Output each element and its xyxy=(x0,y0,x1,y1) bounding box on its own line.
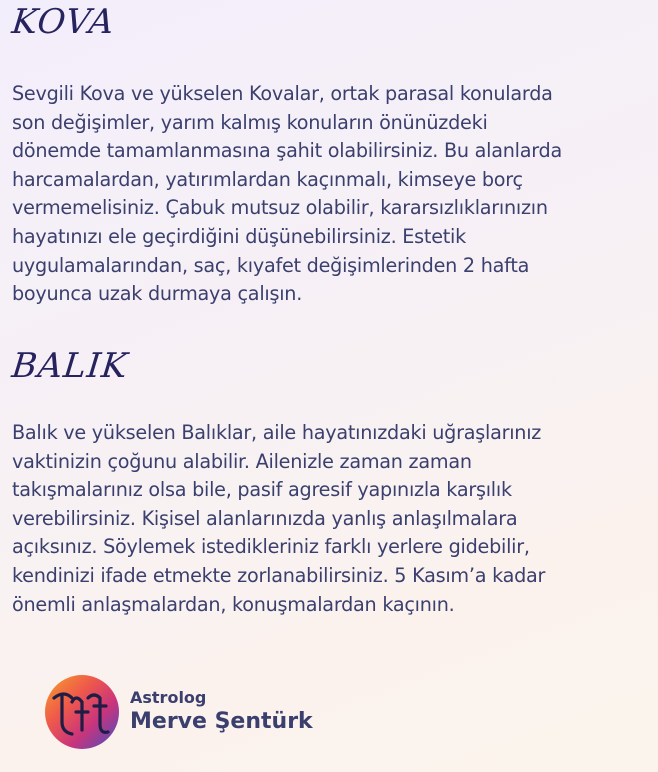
text-line: takışmalarınız olsa bile, pasif agresif yapınızla karşılık xyxy=(12,478,512,502)
section-text-kova xyxy=(12,80,652,309)
text-line: önemli anlaşmalardan, konuşmalardan kaçının. xyxy=(12,592,455,616)
brand-name: Merve Şentürk xyxy=(130,709,313,734)
section-text-balik xyxy=(12,419,652,619)
text-line: vermemelisiniz. Çabuk mutsuz olabilir, kararsızlıklarınızın xyxy=(12,196,548,220)
section-heading-balik: BALIK xyxy=(9,346,131,386)
section-heading-kova: KOVA xyxy=(9,2,117,42)
text-line: Sevgili Kova ve yükselen Kovalar, ortak parasal konularda xyxy=(12,82,553,105)
text-line: açıksınız. Söylemek istedikleriniz farklı yerlere gidebilir, xyxy=(12,535,530,559)
text-line: harcamalardan, yatırımlardan kaçınmalı, kimseye borç xyxy=(12,167,523,191)
brand-subtitle: Astrolog xyxy=(130,688,207,707)
text-line: vaktinizin çoğunu alabilir. Ailenizle zaman zaman xyxy=(12,449,472,473)
text-line: kendinizi ifade etmekte zorlanabilirsiniz. 5 Kasım’a kadar xyxy=(12,563,546,587)
text-line: hayatınızı ele geçirdiğini düşünebilirsiniz. Estetik xyxy=(12,224,466,248)
text-line: uygulamalarından, saç, kıyafet değişimlerinden 2 hafta xyxy=(12,253,530,277)
text-line: Balık ve yükselen Balıklar, aile hayatınızdaki uğraşlarınız xyxy=(12,421,542,444)
text-line: son değişimler, yarım kalmış konuların önünüzdeki xyxy=(12,110,488,134)
brand-signature xyxy=(42,672,313,752)
text-line: verebilirsiniz. Kişisel alanlarınızda yanlış anlaşılmalara xyxy=(12,506,518,530)
astrology-glyph-logo-icon xyxy=(42,672,122,752)
text-line: dönemde tamamlanmasına şahit olabilirsiniz. Bu alanlarda xyxy=(12,139,562,163)
text-line: boyunca uzak durmaya çalışın. xyxy=(12,282,303,306)
